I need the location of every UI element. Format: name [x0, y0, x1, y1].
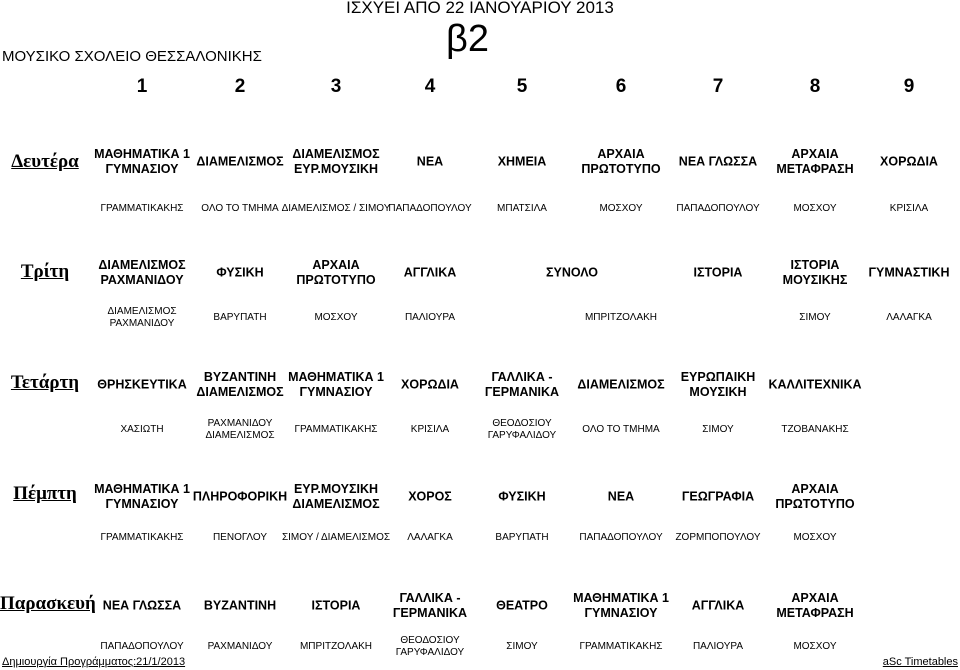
subject-cell	[763, 258, 867, 288]
subject-line: ΦΥΣΙΚΗ	[498, 489, 546, 504]
teacher-line: ΧΑΣΙΩΤΗ	[120, 424, 164, 435]
subject-cell	[188, 599, 292, 614]
subject-line: ΧΟΡΩΔΙΑ	[401, 377, 459, 392]
subject-cell	[470, 155, 574, 170]
subject-line: ΜΟΥΣΙΚΗΣ	[782, 273, 848, 287]
teacher-line: ΠΑΛΙΟΥΡΑ	[692, 641, 744, 652]
subject-line: ΓΥΜΝΑΣΙΟΥ	[299, 385, 373, 399]
teacher-line: ΟΛΟ ΤΟ ΤΜΗΜΑ	[201, 203, 279, 214]
teacher-line: ΚΡΙΣΙΛΑ	[889, 203, 929, 214]
subject-line: ΓΥΜΝΑΣΤΙΚΗ	[868, 265, 950, 280]
teacher-cell	[466, 532, 578, 544]
subject-line: ΠΡΩΤΟΤΥΠΟ	[296, 273, 376, 287]
teacher-cell	[759, 424, 871, 436]
period-number: 8	[809, 76, 821, 97]
teacher-cell	[565, 641, 677, 653]
teacher-line: ΜΟΣΧΟΥ	[599, 203, 643, 214]
teacher-line: ΜΠΡΙΤΖΟΛΑΚΗ	[584, 312, 658, 323]
subject-line: ΓΕΡΜΑΝΙΚΑ	[484, 385, 560, 399]
subject-line: ΓΕΩΓΡΑΦΙΑ	[681, 489, 755, 504]
subject-cell	[188, 490, 292, 505]
subject-line: ΑΡΧΑΙΑ	[791, 482, 839, 496]
teacher-line: ΜΟΣΧΟΥ	[793, 641, 837, 652]
period-number: 2	[234, 76, 246, 97]
teacher-cell	[662, 424, 774, 436]
subject-line: ΙΣΤΟΡΙΑ	[693, 265, 743, 280]
teacher-line: ΒΑΡΥΠΑΤΗ	[213, 312, 267, 323]
subject-line: ΑΡΧΑΙΑ	[312, 258, 360, 272]
software-credit[interactable]: aSc Timetables	[882, 656, 958, 668]
subject-line: ΑΡΧΑΙΑ	[597, 147, 645, 161]
teacher-cell	[466, 418, 578, 442]
teacher-line: ΛΑΛΑΓΚΑ	[407, 532, 453, 543]
subject-cell	[378, 266, 482, 281]
subject-cell	[284, 370, 388, 400]
teacher-cell	[86, 306, 198, 330]
subject-line: ΜΟΥΣΙΚΗ	[689, 385, 747, 399]
subject-cell	[763, 378, 867, 393]
teacher-line: ΓΡΑΜΜΑΤΙΚΑΚΗΣ	[579, 641, 663, 652]
subject-cell	[188, 266, 292, 281]
subject-cell	[378, 490, 482, 505]
subject-line: ΙΣΤΟΡΙΑ	[311, 598, 361, 613]
teacher-line: ΤΖΟΒΑΝΑΚΗΣ	[781, 424, 849, 435]
subject-cell	[569, 490, 673, 505]
teacher-cell	[565, 532, 677, 544]
teacher-cell	[853, 312, 960, 324]
subject-line: ΠΡΩΤΟΤΥΠΟ	[581, 162, 661, 176]
subject-line: ΝΕΑ ΓΛΩΣΣΑ	[678, 154, 758, 169]
teacher-line: ΜΠΑΤΣΙΛΑ	[497, 203, 547, 214]
subject-cell	[284, 599, 388, 614]
subject-line: ΓΥΜΝΑΣΙΟΥ	[105, 162, 179, 176]
subject-line: ΒΥΖΑΝΤΙΝΗ	[203, 598, 277, 613]
subject-line: ΝΕΑ	[607, 489, 635, 504]
subject-cell	[188, 370, 292, 400]
day-name: Παρασκευή	[0, 593, 96, 614]
subject-cell	[378, 591, 482, 621]
teacher-line: ΓΡΑΜΜΑΤΙΚΑΚΗΣ	[294, 424, 378, 435]
teacher-line: ΠΑΠΑΔΟΠΟΥΛΟΥ	[100, 641, 184, 652]
teacher-line: ΠΑΠΑΔΟΠΟΥΛΟΥ	[579, 532, 663, 543]
teacher-line: ΔΙΑΜΕΛΙΣΜΟΣ	[205, 430, 275, 441]
subject-line: ΑΓΓΛΙΚΑ	[691, 598, 745, 613]
period-number: 9	[903, 76, 915, 97]
subject-line: ΔΙΑΜΕΛΙΣΜΟΣ	[196, 154, 284, 169]
subject-line: ΜΕΤΑΦΡΑΣΗ	[776, 162, 854, 176]
class-name: β2	[446, 18, 489, 60]
subject-line: ΔΙΑΜΕΛΙΣΜΟΣ	[292, 147, 380, 161]
teacher-cell	[466, 641, 578, 653]
teacher-cell	[759, 641, 871, 653]
teacher-cell	[86, 532, 198, 544]
period-number: 3	[330, 76, 342, 97]
teacher-cell	[565, 312, 677, 324]
subject-cell	[666, 266, 770, 281]
subject-cell	[666, 599, 770, 614]
teacher-cell	[374, 312, 486, 324]
subject-line: ΜΕΤΑΦΡΑΣΗ	[776, 606, 854, 620]
teacher-line: ΜΟΣΧΟΥ	[793, 203, 837, 214]
day-name: Δευτέρα	[11, 151, 79, 172]
teacher-line: ΛΑΛΑΓΚΑ	[886, 312, 932, 323]
period-number: 7	[712, 76, 724, 97]
subject-line: ΝΕΑ ΓΛΩΣΣΑ	[102, 598, 182, 613]
teacher-line: ΠΑΛΙΟΥΡΑ	[404, 312, 456, 323]
subject-line: ΓΥΜΝΑΣΙΟΥ	[105, 497, 179, 511]
subject-line: ΑΓΓΛΙΚΑ	[403, 265, 457, 280]
subject-cell	[763, 591, 867, 621]
subject-line: ΜΑΘΗΜΑΤΙΚΑ 1	[573, 591, 669, 605]
subject-cell	[90, 147, 194, 177]
subject-line: ΘΕΑΤΡΟ	[496, 598, 548, 613]
teacher-line: ΔΙΑΜΕΛΙΣΜΟΣ / ΣΙΜΟΥ	[281, 203, 391, 214]
validity-title: ΙΣΧΥΕΙ ΑΠΟ 22 ΙΑΝΟΥΑΡΙΟΥ 2013	[346, 0, 614, 17]
day-name: Τετάρτη	[10, 372, 80, 393]
subject-line: ΔΙΑΜΕΛΙΣΜΟΣ	[196, 385, 284, 399]
subject-cell	[857, 266, 960, 281]
period-number: 5	[516, 76, 528, 97]
teacher-line: ΣΙΜΟΥ / ΔΙΑΜΕΛΙΣΜΟΣ	[281, 532, 391, 543]
subject-cell	[763, 482, 867, 512]
period-number: 1	[136, 76, 148, 97]
teacher-cell	[565, 424, 677, 436]
day-name: Τρίτη	[20, 261, 70, 282]
subject-cell	[666, 155, 770, 170]
teacher-line: ΖΟΡΜΠΟΠΟΥΛΟΥ	[675, 532, 761, 543]
subject-cell	[284, 147, 388, 177]
teacher-cell	[662, 641, 774, 653]
teacher-cell	[86, 203, 198, 215]
subject-line: ΧΟΡΟΣ	[408, 489, 452, 504]
subject-cell	[90, 258, 194, 288]
teacher-cell	[86, 641, 198, 653]
subject-line: ΜΑΘΗΜΑΤΙΚΑ 1	[288, 370, 384, 384]
subject-line: ΜΑΘΗΜΑΤΙΚΑ 1	[94, 482, 190, 496]
subject-line: ΑΡΧΑΙΑ	[791, 147, 839, 161]
teacher-line: ΓΡΑΜΜΑΤΙΚΑΚΗΣ	[100, 203, 184, 214]
school-name: ΜΟΥΣΙΚΟ ΣΧΟΛΕΙΟ ΘΕΣΣΑΛΟΝΙΚΗΣ	[2, 48, 262, 65]
subject-line: ΣΥΝΟΛΟ	[546, 265, 598, 280]
teacher-line: ΣΙΜΟΥ	[506, 641, 538, 652]
subject-line: ΙΣΤΟΡΙΑ	[790, 258, 840, 272]
subject-line: ΠΡΩΤΟΤΥΠΟ	[775, 497, 855, 511]
subject-cell	[284, 258, 388, 288]
teacher-line: ΣΙΜΟΥ	[702, 424, 734, 435]
teacher-cell	[86, 424, 198, 436]
teacher-cell	[662, 203, 774, 215]
subject-cell	[188, 155, 292, 170]
subject-cell	[90, 482, 194, 512]
teacher-cell	[759, 532, 871, 544]
period-number: 6	[615, 76, 627, 97]
teacher-line: ΒΑΡΥΠΑΤΗ	[495, 532, 549, 543]
subject-cell	[569, 147, 673, 177]
teacher-line: ΣΙΜΟΥ	[799, 312, 831, 323]
subject-line: ΦΥΣΙΚΗ	[216, 265, 264, 280]
teacher-line: ΜΟΣΧΟΥ	[793, 532, 837, 543]
subject-cell	[666, 370, 770, 400]
teacher-cell	[853, 203, 960, 215]
subject-cell	[470, 370, 574, 400]
teacher-line: ΡΑΧΜΑΝΙΔΟΥ	[207, 641, 273, 652]
teacher-line: ΚΡΙΣΙΛΑ	[410, 424, 450, 435]
subject-line: ΓΑΛΛΙΚΑ -	[399, 591, 461, 605]
teacher-line: ΓΑΡΥΦΑΛΙΔΟΥ	[487, 430, 557, 441]
subject-line: ΓΑΛΛΙΚΑ -	[491, 370, 553, 384]
subject-line: ΔΙΑΜΕΛΙΣΜΟΣ	[292, 497, 380, 511]
subject-cell	[378, 378, 482, 393]
teacher-line: ΔΙΑΜΕΛΙΣΜΟΣ	[107, 306, 177, 317]
teacher-line: ΡΑΧΜΑΝΙΔΟΥ	[109, 318, 175, 329]
teacher-line: ΠΑΠΑΔΟΠΟΥΛΟΥ	[676, 203, 760, 214]
subject-line: ΕΥΡ.ΜΟΥΣΙΚΗ	[293, 482, 379, 496]
subject-cell	[470, 599, 574, 614]
subject-cell	[666, 490, 770, 505]
subject-line: ΔΙΑΜΕΛΙΣΜΟΣ	[577, 377, 665, 392]
subject-cell	[90, 378, 194, 393]
teacher-line: ΓΡΑΜΜΑΤΙΚΑΚΗΣ	[100, 532, 184, 543]
subject-cell	[90, 599, 194, 614]
teacher-line: ΜΠΡΙΤΖΟΛΑΚΗ	[299, 641, 373, 652]
subject-line: ΔΙΑΜΕΛΙΣΜΟΣ	[98, 258, 186, 272]
subject-cell	[378, 155, 482, 170]
period-number: 4	[424, 76, 436, 97]
subject-line: ΝΕΑ	[416, 154, 444, 169]
subject-cell	[763, 147, 867, 177]
teacher-line: ΠΕΝΟΓΛΟΥ	[212, 532, 268, 543]
subject-line: ΒΥΖΑΝΤΙΝΗ	[203, 370, 277, 384]
teacher-cell	[466, 203, 578, 215]
teacher-line: ΠΑΠΑΔΟΠΟΥΛΟΥ	[388, 203, 472, 214]
subject-cell	[857, 155, 960, 170]
teacher-line: ΟΛΟ ΤΟ ΤΜΗΜΑ	[582, 424, 660, 435]
teacher-cell	[565, 203, 677, 215]
subject-line: ΕΥΡ.ΜΟΥΣΙΚΗ	[293, 162, 379, 176]
subject-line: ΑΡΧΑΙΑ	[791, 591, 839, 605]
subject-cell	[569, 378, 673, 393]
subject-cell	[569, 591, 673, 621]
day-name: Πέμπτη	[13, 483, 77, 504]
teacher-line: ΡΑΧΜΑΝΙΔΟΥ	[207, 418, 273, 429]
created-date[interactable]: Δημιουργία Προγράμματος:21/1/2013	[2, 656, 186, 668]
subject-line: ΧΟΡΩΔΙΑ	[880, 154, 938, 169]
subject-line: ΓΥΜΝΑΣΙΟΥ	[584, 606, 658, 620]
subject-cell	[470, 490, 574, 505]
subject-line: ΡΑΧΜΑΝΙΔΟΥ	[100, 273, 184, 287]
subject-line: ΘΡΗΣΚΕΥΤΙΚΑ	[97, 377, 187, 392]
subject-line: ΠΛΗΡΟΦΟΡΙΚΗ	[192, 489, 288, 504]
subject-cell	[482, 266, 662, 281]
teacher-cell	[662, 532, 774, 544]
teacher-line: ΘΕΟΔΟΣΙΟΥ	[492, 418, 552, 429]
teacher-line: ΘΕΟΔΟΣΙΟΥ	[400, 635, 460, 646]
subject-line: ΕΥΡΩΠΑΙΚΗ	[680, 370, 756, 384]
teacher-line: ΜΟΣΧΟΥ	[314, 312, 358, 323]
subject-cell	[284, 482, 388, 512]
teacher-line: ΓΑΡΥΦΑΛΙΔΟΥ	[395, 647, 465, 658]
subject-line: ΚΑΛΛΙΤΕΧΝΙΚΑ	[768, 377, 862, 392]
subject-line: ΧΗΜΕΙΑ	[497, 154, 547, 169]
subject-line: ΜΑΘΗΜΑΤΙΚΑ 1	[94, 147, 190, 161]
subject-line: ΓΕΡΜΑΝΙΚΑ	[392, 606, 468, 620]
